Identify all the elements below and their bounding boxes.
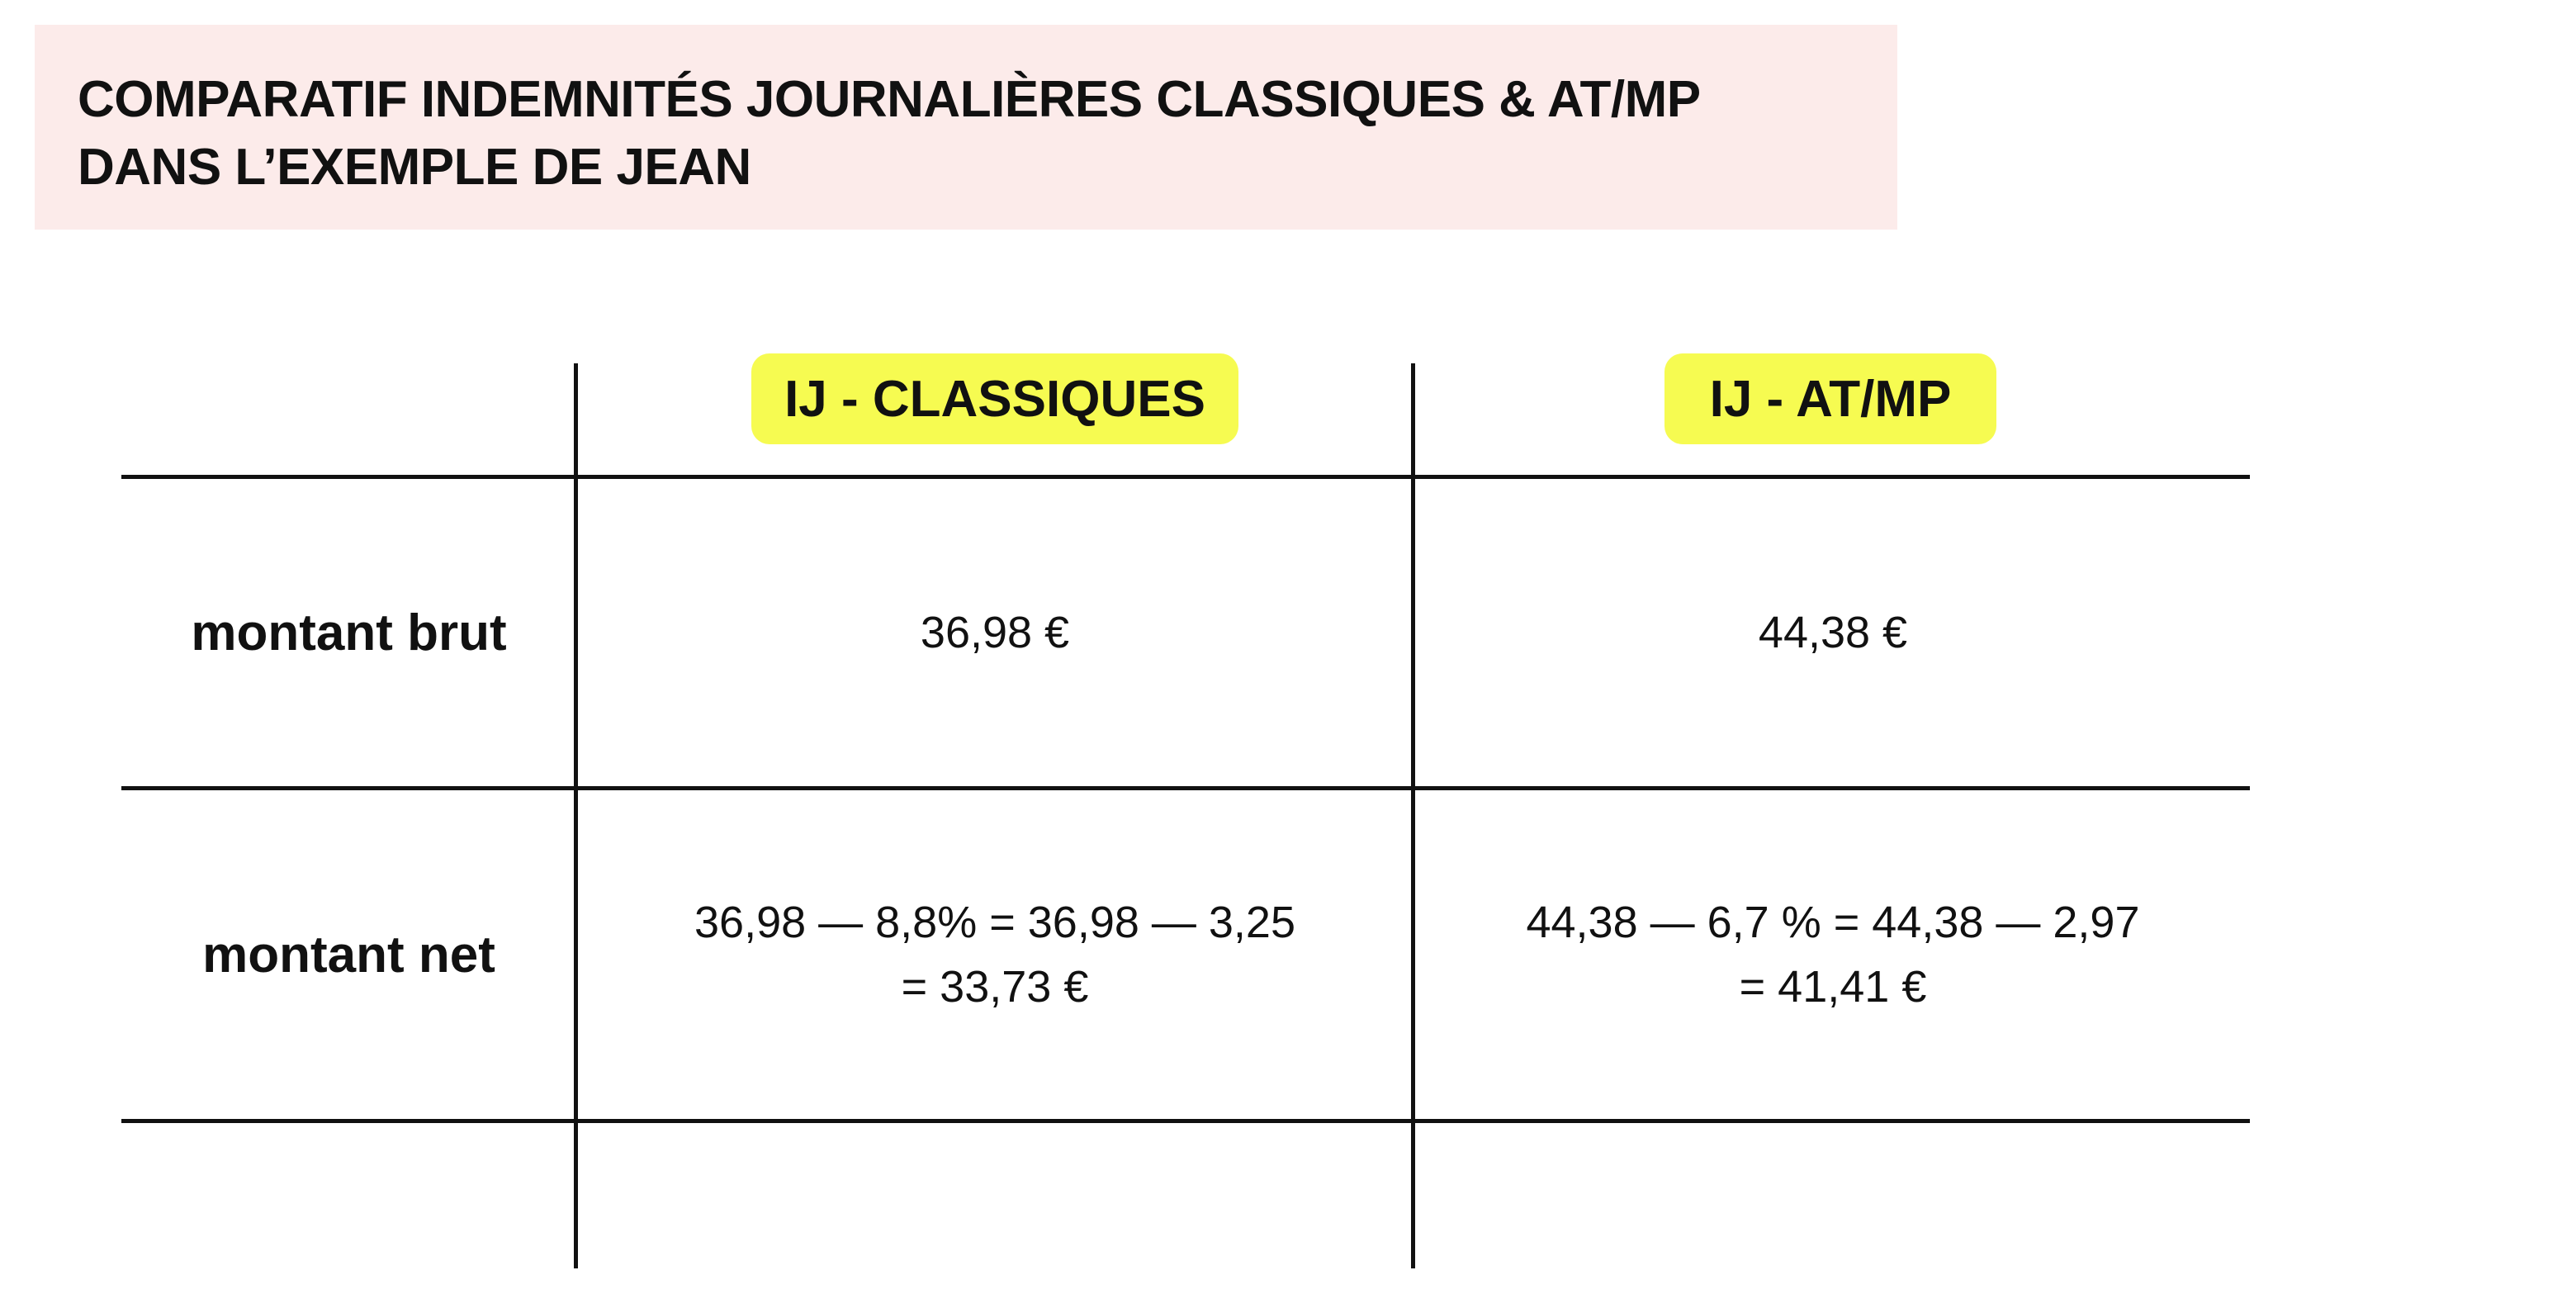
cell-net-classiques-line-2: = 33,73 € <box>901 962 1089 1012</box>
cell-brut-classiques-line-1: 36,98 € <box>920 608 1070 657</box>
column-header-ij-classiques: IJ - CLASSIQUES <box>751 353 1238 444</box>
page-title-line-1: COMPARATIF INDEMNITÉS JOURNALIÈRES CLASSIQUES & AT/MP <box>78 71 1701 128</box>
cell-net-atmp-line-2: = 41,41 € <box>1739 962 1927 1012</box>
title-banner <box>35 25 1897 230</box>
row-divider-2 <box>121 1119 2250 1123</box>
cell-net-classiques-line-1: 36,98 — 8,8% = 36,98 — 3,25 <box>694 898 1295 947</box>
row-label-montant-net: montant net <box>202 926 495 984</box>
column-header-ij-atmp: IJ - AT/MP <box>1664 353 1996 444</box>
page-title-line-2: DANS L’EXEMPLE DE JEAN <box>78 139 751 196</box>
row-label-montant-brut: montant brut <box>191 604 507 661</box>
cell-net-atmp-line-1: 44,38 — 6,7 % = 44,38 — 2,97 <box>1526 898 2140 947</box>
cell-brut-classiques <box>578 479 1412 786</box>
cell-net-atmp <box>1416 790 2250 1119</box>
cell-net-classiques <box>578 790 1412 1119</box>
cell-brut-atmp-line-1: 44,38 € <box>1758 608 1908 657</box>
cell-brut-atmp <box>1416 479 2250 786</box>
